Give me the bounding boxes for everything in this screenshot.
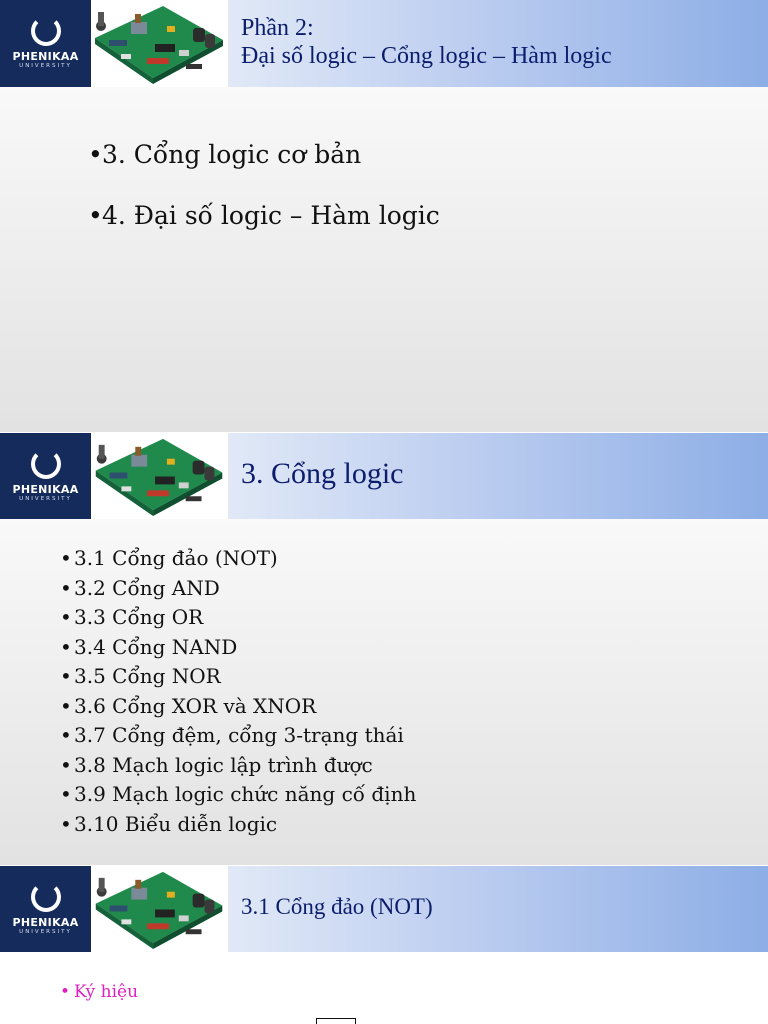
title-bar: [228, 866, 768, 952]
circuit-board-image: [91, 433, 228, 519]
circuit-board-icon: [91, 433, 228, 519]
logo-tagline: UNIVERSITY: [19, 496, 72, 502]
circuit-board-image: [91, 0, 228, 87]
list-item: • 3. Cổng logic cơ bản: [88, 140, 440, 201]
list-item: • 3.9 Mạch logic chức năng cố định: [60, 782, 416, 812]
logo-brand-name: PHENIKAA: [12, 916, 79, 929]
slide-3: [0, 866, 768, 1024]
list-item: • 3.3 Cổng OR: [60, 605, 416, 635]
phenikaa-logo-icon: [31, 882, 61, 912]
symbol-box: [316, 1018, 356, 1024]
phenikaa-logo: [0, 0, 91, 87]
slide-title-line-2: Đại số logic – Cổng logic – Hàm logic: [241, 43, 612, 69]
logo-tagline: UNIVERSITY: [19, 63, 72, 69]
phenikaa-logo-icon: [31, 16, 61, 46]
phenikaa-logo: [0, 433, 91, 519]
slide-header: [0, 0, 768, 87]
list-item: • 3.10 Biểu diễn logic: [60, 812, 416, 842]
circuit-board-icon: [91, 0, 228, 87]
circuit-board-icon: [91, 866, 228, 952]
title-bar: [228, 0, 768, 87]
slide-header: [0, 433, 768, 519]
logo-tagline: UNIVERSITY: [19, 929, 72, 935]
list-item: • 3.2 Cổng AND: [60, 576, 416, 606]
circuit-board-image: [91, 866, 228, 952]
logo-brand-name: PHENIKAA: [12, 50, 79, 63]
slide-title: 3. Cổng logic: [241, 457, 404, 490]
slide-header: [0, 866, 768, 952]
slide-2-bullet-list: [60, 546, 416, 841]
slide-2: [0, 433, 768, 865]
list-item: • 3.1 Cổng đảo (NOT): [60, 546, 416, 576]
list-item: • 3.4 Cổng NAND: [60, 635, 416, 665]
phenikaa-logo-icon: [31, 449, 61, 479]
phenikaa-logo: [0, 866, 91, 952]
list-item: • 4. Đại số logic – Hàm logic: [88, 201, 440, 262]
list-item: • 3.7 Cổng đệm, cổng 3-trạng thái: [60, 723, 416, 753]
slide-title-line-1: Phần 2:: [241, 15, 314, 41]
slide-3-bullet-list: [60, 982, 138, 1002]
list-item: • 3.6 Cổng XOR và XNOR: [60, 694, 416, 724]
list-item: • 3.8 Mạch logic lập trình được: [60, 753, 416, 783]
slide-title: 3.1 Cổng đảo (NOT): [241, 894, 433, 919]
logo-brand-name: PHENIKAA: [12, 483, 79, 496]
list-item: • 3.5 Cổng NOR: [60, 664, 416, 694]
title-bar: [228, 433, 768, 519]
slide-1: [0, 0, 768, 432]
slide-1-bullet-list: [88, 140, 440, 262]
list-item: • Ký hiệu: [60, 982, 138, 1002]
